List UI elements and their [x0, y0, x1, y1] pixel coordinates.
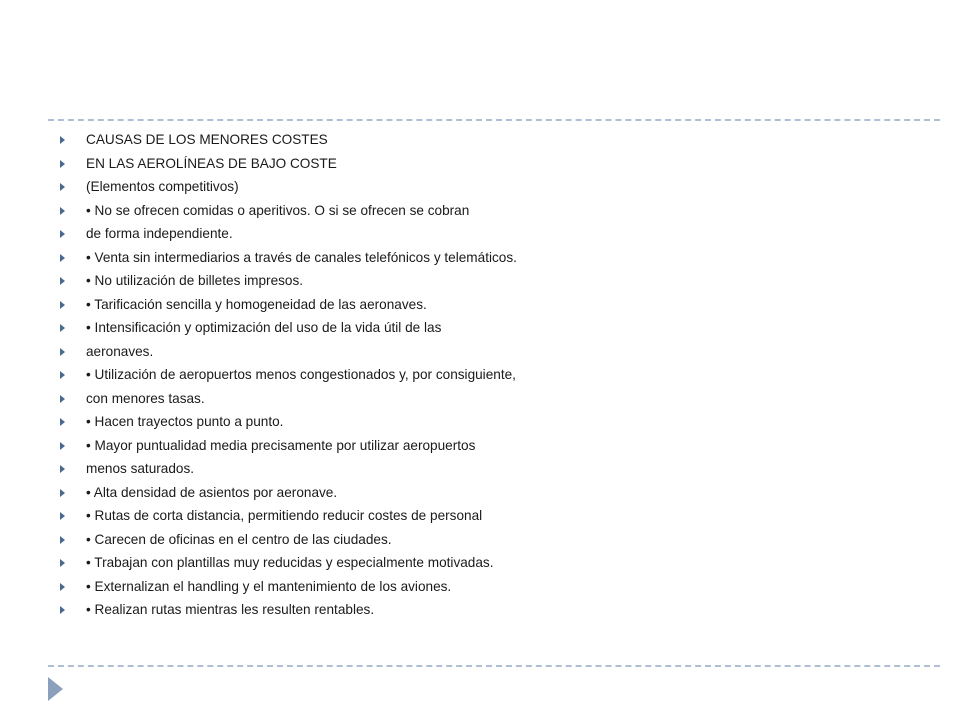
triangle-right-icon — [60, 371, 65, 379]
triangle-right-icon — [60, 606, 65, 614]
list-item — [60, 363, 920, 387]
triangle-right-icon — [60, 160, 65, 168]
list-item — [60, 434, 920, 458]
triangle-right-icon — [60, 230, 65, 238]
top-divider — [48, 119, 940, 121]
triangle-right-icon — [60, 277, 65, 285]
triangle-right-icon — [60, 348, 65, 356]
list-item — [60, 387, 920, 411]
list-item — [60, 246, 920, 270]
list-item-text: menos saturados. — [86, 461, 195, 476]
list-item — [60, 481, 920, 505]
list-item-text: • Utilización de aeropuertos menos congestionados y, por consiguiente, — [86, 367, 516, 382]
list-item-text: • Hacen trayectos punto a punto. — [86, 414, 284, 429]
list-item — [60, 504, 920, 528]
list-item-text: • No se ofrecen comidas o aperitivos. O si se ofrecen se cobran — [86, 202, 470, 218]
list-item — [60, 575, 920, 599]
list-item-text: • Mayor puntualidad media precisamente por utilizar aeropuertos — [86, 437, 476, 453]
list-item-text: • Venta sin intermediarios a través de canales telefónicos y telemáticos. — [86, 249, 517, 265]
list-item-text: • Intensificación y optimización del uso de la vida útil de las — [86, 320, 442, 335]
triangle-right-icon — [60, 583, 65, 591]
list-item-text: • Trabajan con plantillas muy reducidas y especialmente motivadas. — [86, 555, 494, 570]
triangle-right-icon — [60, 559, 65, 567]
list-item-text: con menores tasas. — [86, 390, 205, 406]
list-item-text: aeronaves. — [86, 343, 154, 359]
list-item — [60, 175, 920, 199]
triangle-right-icon — [60, 512, 65, 520]
list-item-text: • Alta densidad de asientos por aeronave. — [86, 484, 338, 500]
next-slide-arrow-icon[interactable] — [48, 677, 63, 701]
list-item — [60, 128, 920, 152]
list-item-text: CAUSAS DE LOS MENORES COSTES — [86, 132, 328, 147]
bullet-list — [60, 128, 920, 622]
list-item-text: EN LAS AEROLÍNEAS DE BAJO COSTE — [86, 155, 337, 171]
triangle-right-icon — [60, 536, 65, 544]
list-item-text: • Carecen de oficinas en el centro de las ciudades. — [86, 531, 392, 547]
list-item — [60, 551, 920, 575]
triangle-right-icon — [60, 418, 65, 426]
list-item — [60, 269, 920, 293]
list-item-text: • Realizan rutas mientras les resulten rentables. — [86, 602, 375, 617]
list-item — [60, 152, 920, 176]
triangle-right-icon — [60, 489, 65, 497]
list-item-text: • No utilización de billetes impresos. — [86, 273, 304, 288]
list-item — [60, 457, 920, 481]
list-item — [60, 598, 920, 622]
list-item-text: • Tarificación sencilla y homogeneidad de las aeronaves. — [86, 296, 427, 312]
triangle-right-icon — [60, 465, 65, 473]
triangle-right-icon — [60, 442, 65, 450]
triangle-right-icon — [60, 136, 65, 144]
list-item — [60, 293, 920, 317]
triangle-right-icon — [60, 207, 65, 215]
triangle-right-icon — [60, 395, 65, 403]
list-item-text: (Elementos competitivos) — [86, 179, 239, 194]
list-item — [60, 528, 920, 552]
list-item — [60, 222, 920, 246]
list-item — [60, 199, 920, 223]
triangle-right-icon — [60, 183, 65, 191]
triangle-right-icon — [60, 254, 65, 262]
list-item — [60, 410, 920, 434]
list-item-text: • Externalizan el handling y el mantenimiento de los aviones. — [86, 578, 452, 594]
triangle-right-icon — [60, 324, 65, 332]
bottom-divider — [48, 665, 940, 667]
list-item-text: de forma independiente. — [86, 226, 233, 241]
triangle-right-icon — [60, 301, 65, 309]
list-item — [60, 340, 920, 364]
list-item-text: • Rutas de corta distancia, permitiendo reducir costes de personal — [86, 508, 483, 523]
list-item — [60, 316, 920, 340]
